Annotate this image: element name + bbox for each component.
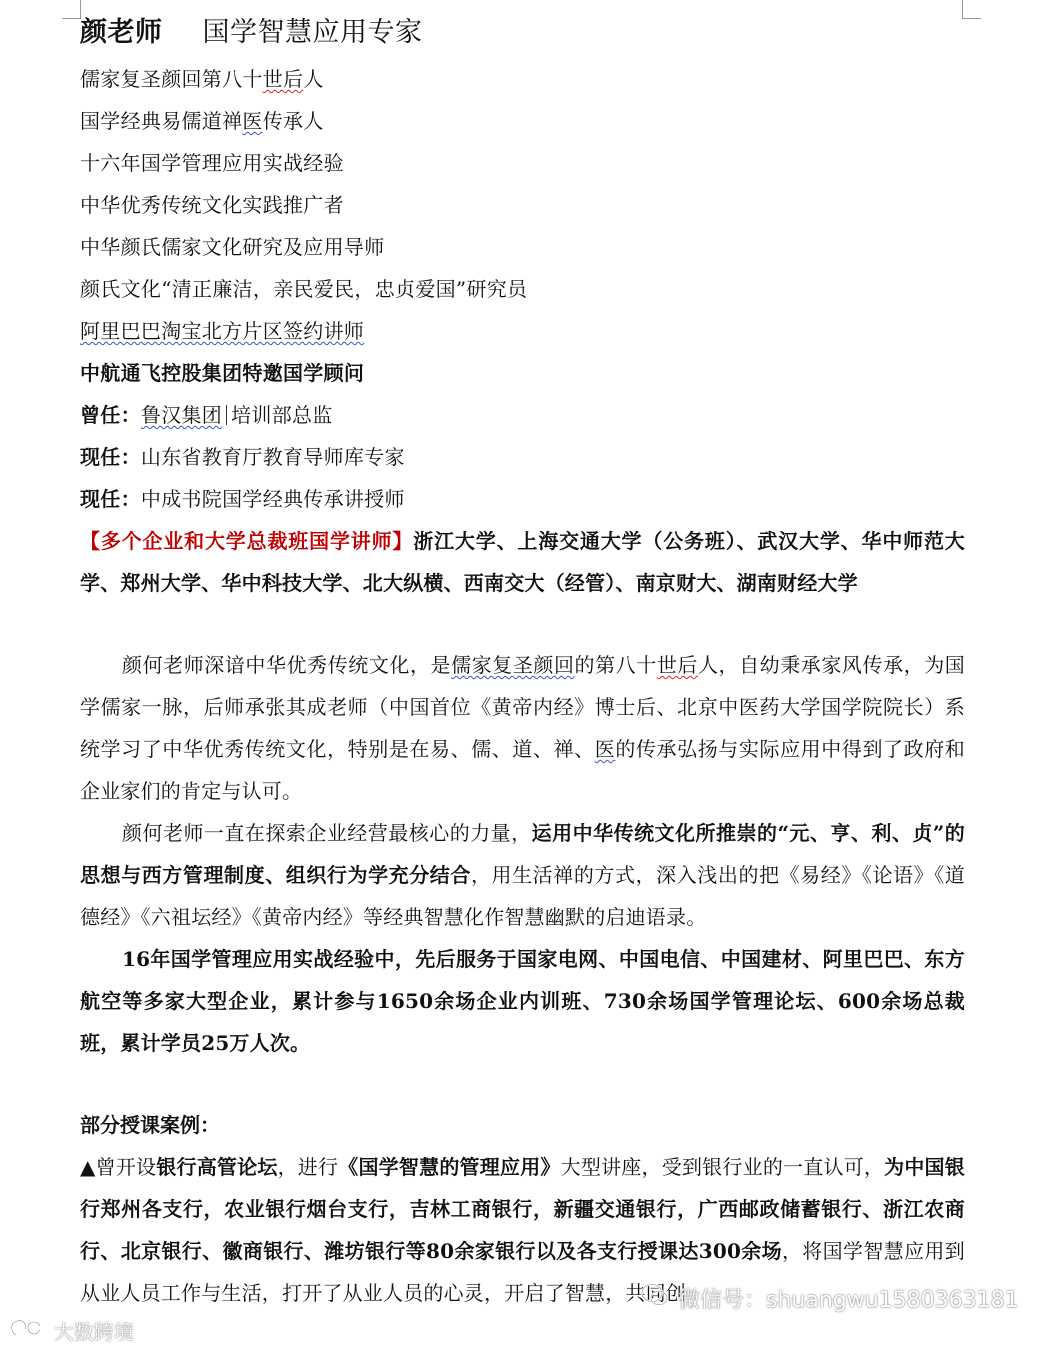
credential-text: 儒家复圣颜回第八十 [80, 67, 263, 91]
cases-heading: 部分授课案例： [80, 1113, 220, 1137]
credential-line [80, 226, 965, 268]
current-position [80, 478, 965, 520]
bio-paragraph-3 [80, 938, 965, 1064]
former-label: 曾任： [80, 403, 141, 427]
university-list [80, 520, 965, 604]
credential-line [80, 184, 965, 226]
logo-icon [8, 1317, 48, 1344]
para-text: 的第八十 [574, 653, 657, 677]
watermark-text: 大数跨境 [54, 1320, 134, 1344]
credential-text: 阿里巴巴淘宝北方片区签约讲师 [80, 319, 365, 343]
bio-paragraph-1 [80, 644, 965, 812]
para-text: 颜何老师深谙中华优秀传统文化，是 [122, 653, 452, 677]
spellcheck-mark: 儒家复圣颜回 [451, 653, 575, 677]
case-bold-text: 银行高管论坛 [156, 1155, 278, 1179]
triangle-bullet-icon: ▲ [80, 1155, 96, 1179]
para-text: ，用生活禅的方式，深入浅出的把《易经》《论语》《道德经》《六祖坛经》《黄帝内经》等经典智慧化作智慧幽默的启迪语录。 [80, 863, 965, 929]
current-label: 现任： [80, 445, 141, 469]
credential-text: 颜氏文化“清正廉洁，亲民爱民，忠贞爱国”研究员 [80, 277, 528, 301]
credential-line [80, 142, 965, 184]
case-text: ，将国学智慧应用到从业人员工作与生活，打开了从业人员的心灵，开启了智慧，共同创 [80, 1239, 965, 1305]
credential-line [80, 268, 965, 310]
para-text: 的传承弘扬与实际应用中得到了政府和企业家们的肯定与认可。 [80, 737, 966, 803]
credential-text: 中航通飞控股集团特邀国学顾问 [80, 361, 365, 385]
current-text: 山东省教育厅教育导师库专家 [140, 445, 405, 469]
credential-line [80, 100, 965, 142]
credential-line-bold [80, 352, 965, 394]
current-label: 现任： [80, 487, 141, 511]
brand-watermark [8, 1316, 134, 1345]
case-text: ，进行 [277, 1155, 339, 1179]
teacher-name: 颜老师 [80, 17, 163, 48]
teacher-title: 国学智慧应用专家 [202, 17, 423, 48]
university-tag: 【多个企业和大学总裁班国学讲师】 [80, 529, 414, 553]
case-text: 曾开设 [95, 1155, 157, 1179]
credential-text: 人 [303, 67, 324, 91]
wechat-watermark [640, 1282, 1019, 1314]
para-text: 人，自幼秉承家风传承，为国学儒家一脉，后师承张其成老师（中国首位《黄帝内经》博士后、北京中医药大学国学院院长）系统学习了中华优秀传统文化，特别是在易、儒、道、禅、 [80, 653, 965, 761]
spellcheck-mark: 医 [242, 109, 263, 133]
spellcheck-mark: 医 [594, 737, 616, 761]
current-position [80, 436, 965, 478]
credential-text: 十六年国学管理应用实战经验 [80, 151, 344, 175]
para-text: 16年国学管理应用实战经验中，先后服务于国家电网、中国电信、中国建材、阿里巴巴、东方航空等多家大型企业，累计参与1650余场企业内训班、730余场国学管理论坛、600余场总裁班，累计学员25万人次。 [80, 947, 965, 1055]
page-title [80, 8, 965, 58]
credential-line [80, 58, 965, 100]
case-text: 大型讲座，受到银行业的一直认可， [560, 1155, 885, 1179]
former-position [80, 394, 965, 436]
para-text: 颜何老师一直在探索企业经营最核心的力量， [122, 821, 532, 845]
text-cursor [226, 405, 227, 425]
spellcheck-mark: 世后 [262, 67, 304, 91]
current-text: 中成书院国学经典传承讲授师 [140, 487, 405, 511]
para-bold-text: 运用中华传统文化所推崇的“元、亨、利、贞”的思想与西方管理制度、组织行为学充分结合 [80, 821, 965, 887]
credential-text: 传承人 [262, 109, 324, 133]
wechat-icon [640, 1282, 670, 1314]
former-org: 鲁汉集团 [140, 403, 223, 427]
credential-text: 中华优秀传统文化实践推广者 [80, 193, 344, 217]
bio-paragraph-2 [80, 812, 965, 938]
case-bold-text: 《国学智慧的管理应用》 [338, 1155, 561, 1179]
watermark-text: 微信号：shuangwu1580363181 [678, 1287, 1019, 1313]
document-page [80, 8, 965, 1314]
spellcheck-mark: 世后 [656, 653, 698, 677]
case-bold-text: 为中国银行郑州各支行，农业银行烟台支行，吉林工商银行，新疆交通银行，广西邮政储蓄银行、浙江农商行、北京银行、徽商银行、潍坊银行等80余家银行以及各支行授课达300余场 [80, 1155, 965, 1263]
credential-text: 中华颜氏儒家文化研究及应用导师 [80, 235, 385, 259]
former-role: 培训部总监 [231, 403, 333, 427]
credential-text: 国学经典易儒道禅 [80, 109, 243, 133]
university-names: 浙江大学、上海交通大学（公务班）、武汉大学、华中师范大学、郑州大学、华中科技大学、北大纵横、西南交大（经管）、南京财大、湖南财经大学 [80, 529, 966, 595]
page-corner-mark-left [62, 0, 81, 19]
credential-line [80, 310, 965, 352]
